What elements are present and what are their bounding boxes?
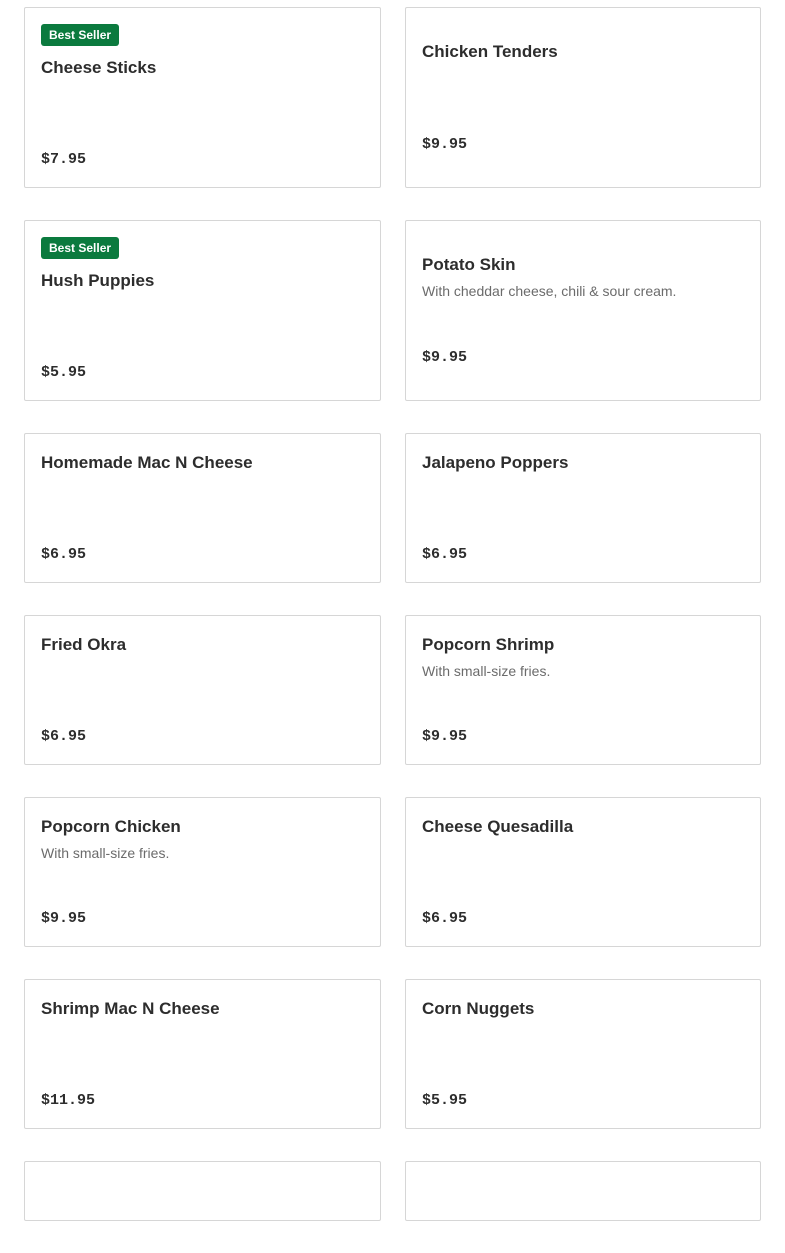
menu-row — [24, 797, 761, 947]
item-name: Popcorn Shrimp — [422, 635, 555, 654]
item-name: Popcorn Chicken — [41, 817, 181, 836]
item-name: Shrimp Mac N Cheese — [41, 999, 220, 1018]
item-name: Corn Nuggets — [422, 999, 535, 1018]
item-name: Chicken Tenders — [422, 42, 558, 61]
item-price: $9.95 — [41, 910, 87, 927]
item-price: $9.95 — [422, 136, 468, 153]
menu-item-card[interactable] — [405, 615, 761, 765]
best-seller-badge: Best Seller — [41, 237, 119, 259]
menu-item-card[interactable] — [405, 7, 761, 188]
best-seller-badge: Best Seller — [41, 24, 119, 46]
item-price: $7.95 — [41, 151, 87, 168]
menu-item-card[interactable] — [24, 979, 381, 1129]
item-price: $6.95 — [422, 546, 468, 563]
menu-row — [24, 615, 761, 765]
menu-item-card[interactable] — [405, 220, 761, 401]
menu-row — [24, 1161, 761, 1221]
item-name: Fried Okra — [41, 635, 127, 654]
item-description: With small-size fries. — [422, 663, 551, 679]
item-name: Jalapeno Poppers — [422, 453, 569, 472]
item-name: Potato Skin — [422, 255, 516, 274]
item-price: $6.95 — [41, 546, 87, 563]
item-price: $5.95 — [41, 364, 87, 381]
menu-items-grid — [24, 7, 761, 1253]
menu-row — [24, 979, 761, 1129]
item-name: Homemade Mac N Cheese — [41, 453, 253, 472]
item-price: $9.95 — [422, 349, 468, 366]
menu-item-card[interactable] — [24, 220, 381, 401]
menu-item-card[interactable] — [24, 1161, 381, 1221]
item-price: $6.95 — [422, 910, 468, 927]
menu-row — [24, 433, 761, 583]
menu-item-card[interactable] — [405, 979, 761, 1129]
menu-item-card[interactable] — [24, 433, 381, 583]
menu-row — [24, 7, 761, 188]
menu-item-card[interactable] — [405, 1161, 761, 1221]
menu-item-card[interactable] — [24, 797, 381, 947]
item-price: $9.95 — [422, 728, 468, 745]
menu-row — [24, 220, 761, 401]
item-name: Cheese Sticks — [41, 58, 157, 77]
item-price: $6.95 — [41, 728, 87, 745]
menu-item-card[interactable] — [24, 7, 381, 188]
item-name: Hush Puppies — [41, 271, 155, 290]
item-description: With small-size fries. — [41, 845, 170, 861]
menu-item-card[interactable] — [24, 615, 381, 765]
menu-item-card[interactable] — [405, 433, 761, 583]
item-price: $11.95 — [41, 1092, 96, 1109]
menu-item-card[interactable] — [405, 797, 761, 947]
item-name: Cheese Quesadilla — [422, 817, 574, 836]
item-description: With cheddar cheese, chili & sour cream. — [422, 283, 677, 299]
item-price: $5.95 — [422, 1092, 468, 1109]
